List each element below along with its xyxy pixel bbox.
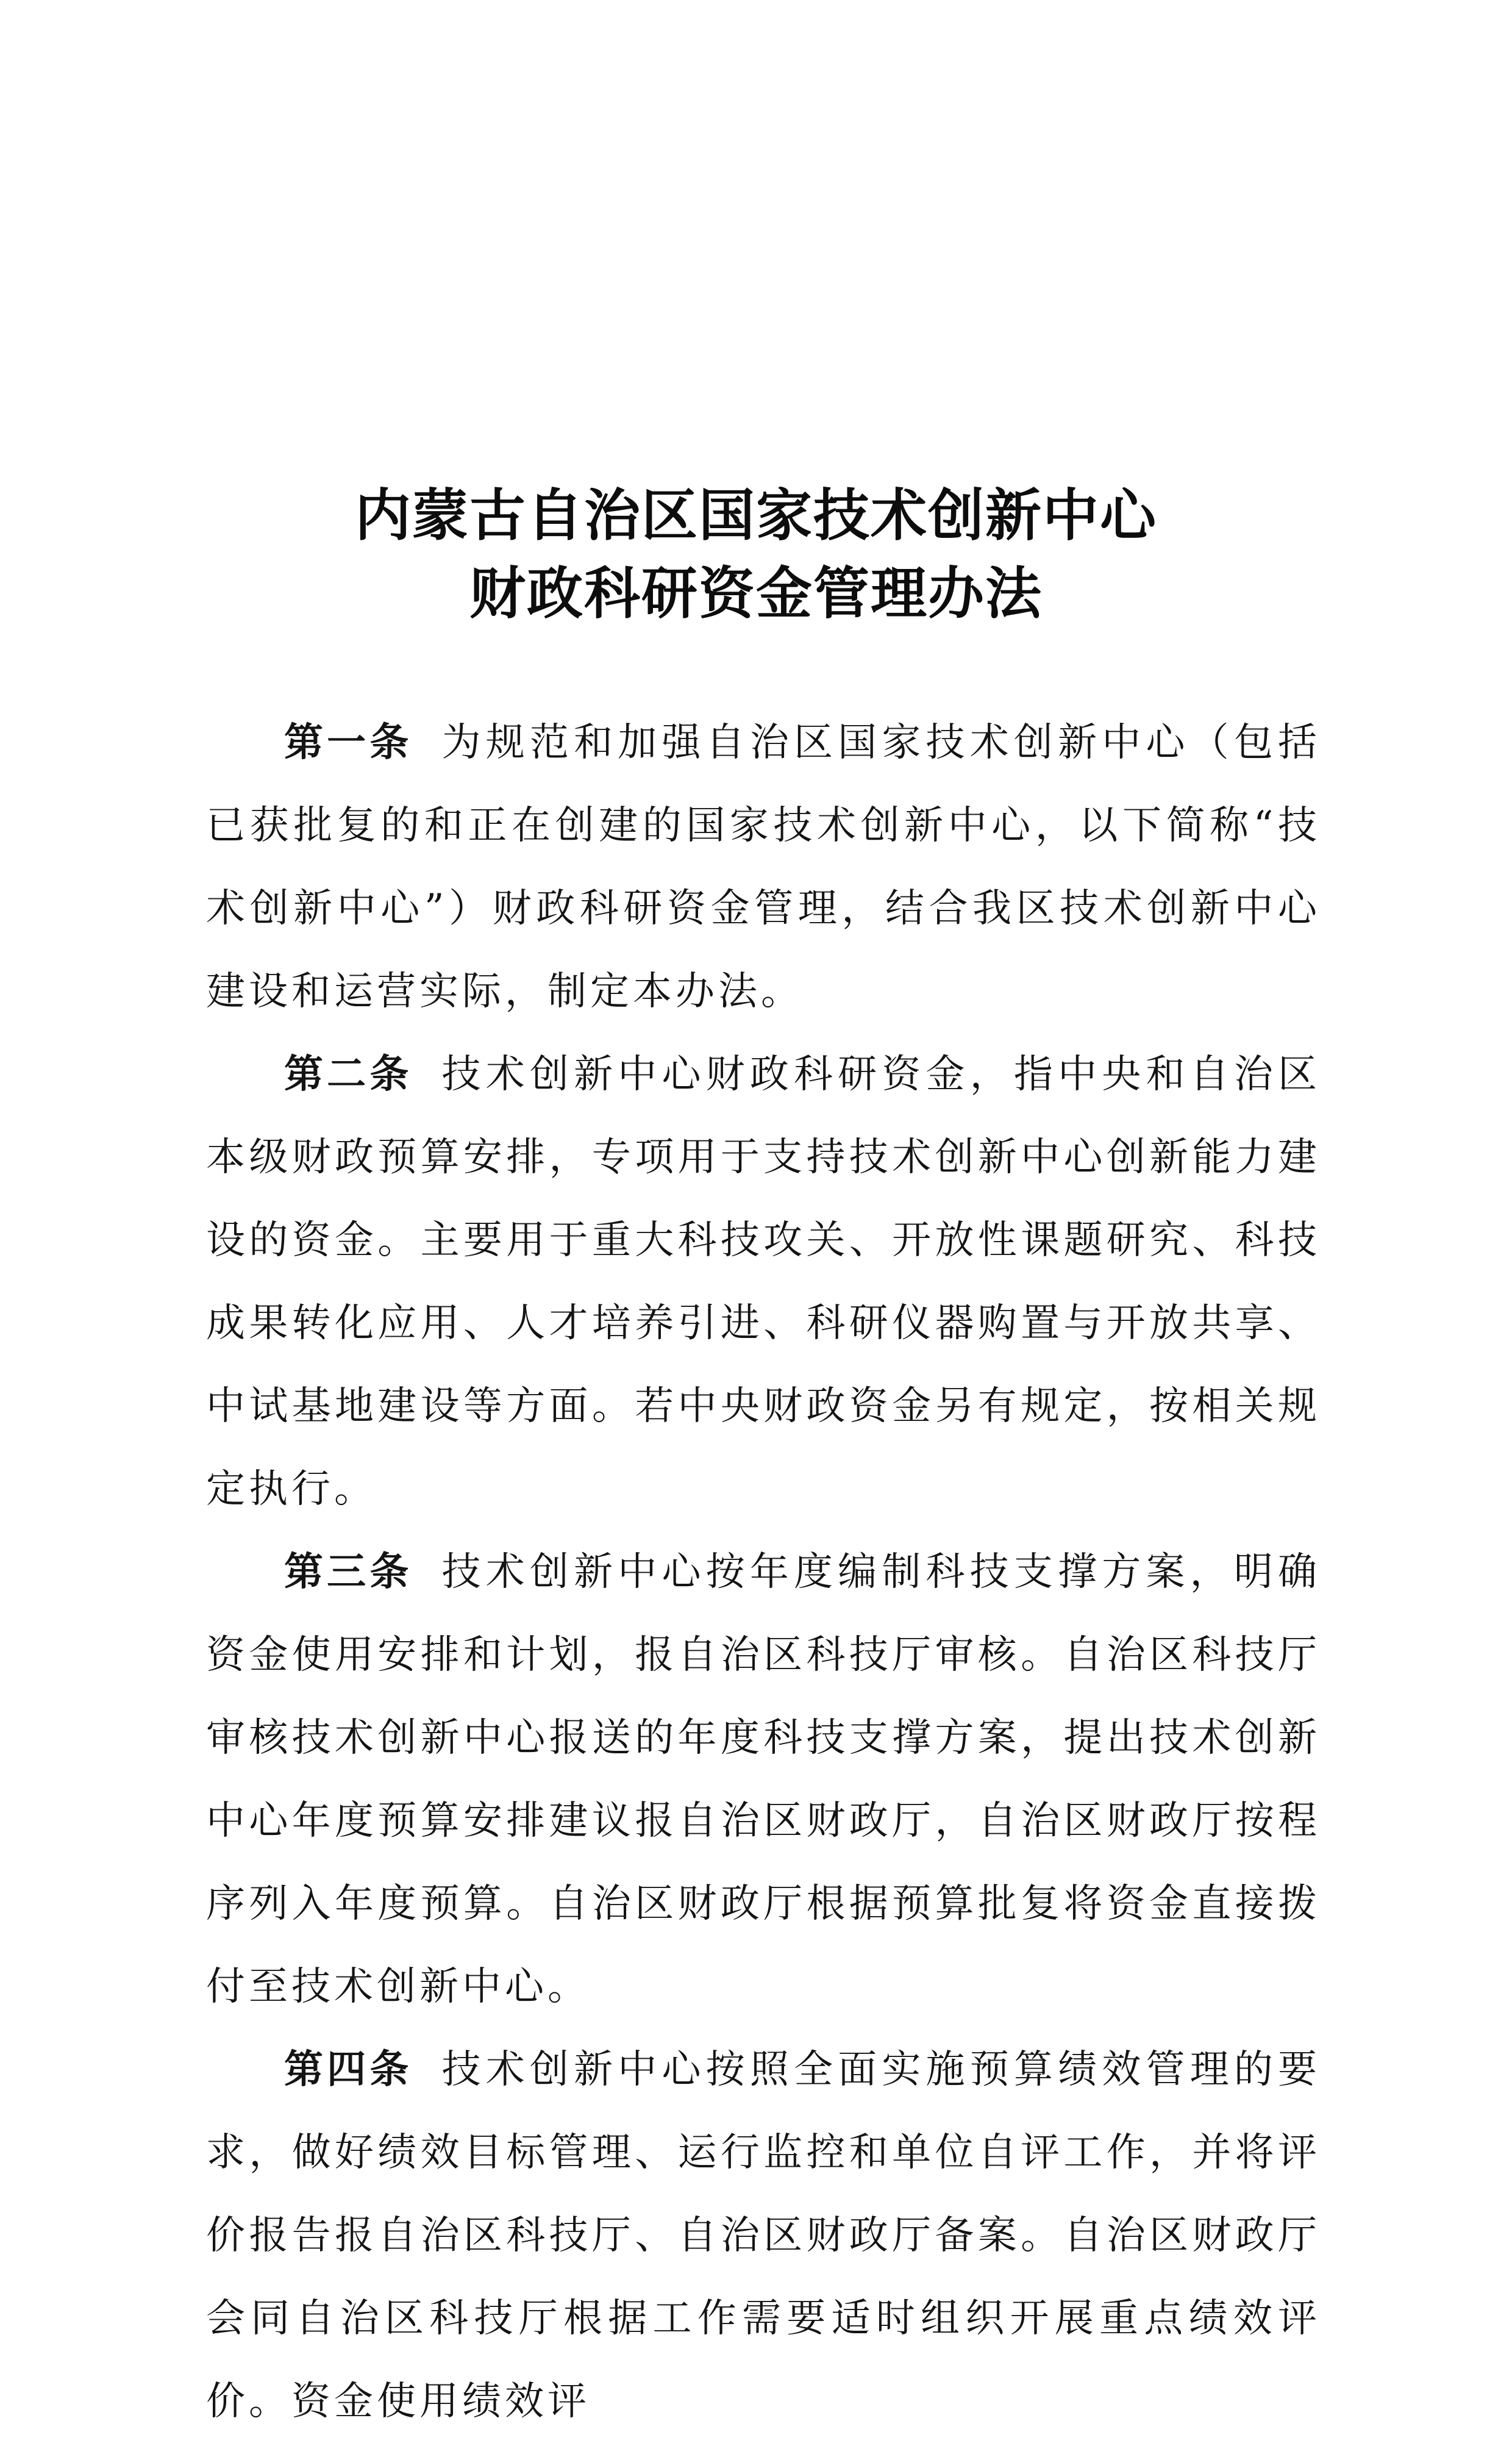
- article-number: 第一条: [284, 720, 413, 765]
- document-title-line-1: 内蒙古自治区国家技术创新中心: [354, 482, 1157, 548]
- article-1: [206, 701, 1321, 1033]
- article-number: 第二条: [284, 1052, 413, 1097]
- article-4: [206, 2028, 1321, 2443]
- document-title-line-2: 财政科研资金管理办法: [469, 560, 1043, 626]
- article-3: [206, 1531, 1321, 2028]
- article-number: 第三条: [284, 1550, 413, 1595]
- article-text: 为规范和加强自治区国家技术创新中心（包括已获批复的和正在创建的国家技术创新中心，以下简称“技术创新中心”）财政科研资金管理，结合我区技术创新中心建设和运营实际，制定本办法。: [206, 720, 1321, 1014]
- article-text: 技术创新中心按照全面实施预算绩效管理的要求，做好绩效目标管理、运行监控和单位自评工作，并将评价报告报自治区科技厅、自治区财政厅备案。自治区财政厅会同自治区科技厅根据工作需要适时组织开展重点绩效评价。资金使用绩效评: [206, 2047, 1321, 2424]
- article-2: [206, 1033, 1321, 1531]
- article-number: 第四条: [284, 2047, 413, 2092]
- article-text: 技术创新中心财政科研资金，指中央和自治区本级财政预算安排，专项用于支持技术创新中心创新能力建设的资金。主要用于重大科技攻关、开放性课题研究、科技成果转化应用、人才培养引进、科研仪器购置与开放共享、中试基地建设等方面。若中央财政资金另有规定，按相关规定执行。: [206, 1052, 1321, 1512]
- document-body: [206, 701, 1321, 2443]
- article-text: 技术创新中心按年度编制科技支撑方案，明确资金使用安排和计划，报自治区科技厅审核。自治区科技厅审核技术创新中心报送的年度科技支撑方案，提出技术创新中心年度预算安排建议报自治区财政厅，自治区财政厅按程序列入年度预算。自治区财政厅根据预算批复将资金直接拨付至技术创新中心。: [206, 1550, 1321, 2009]
